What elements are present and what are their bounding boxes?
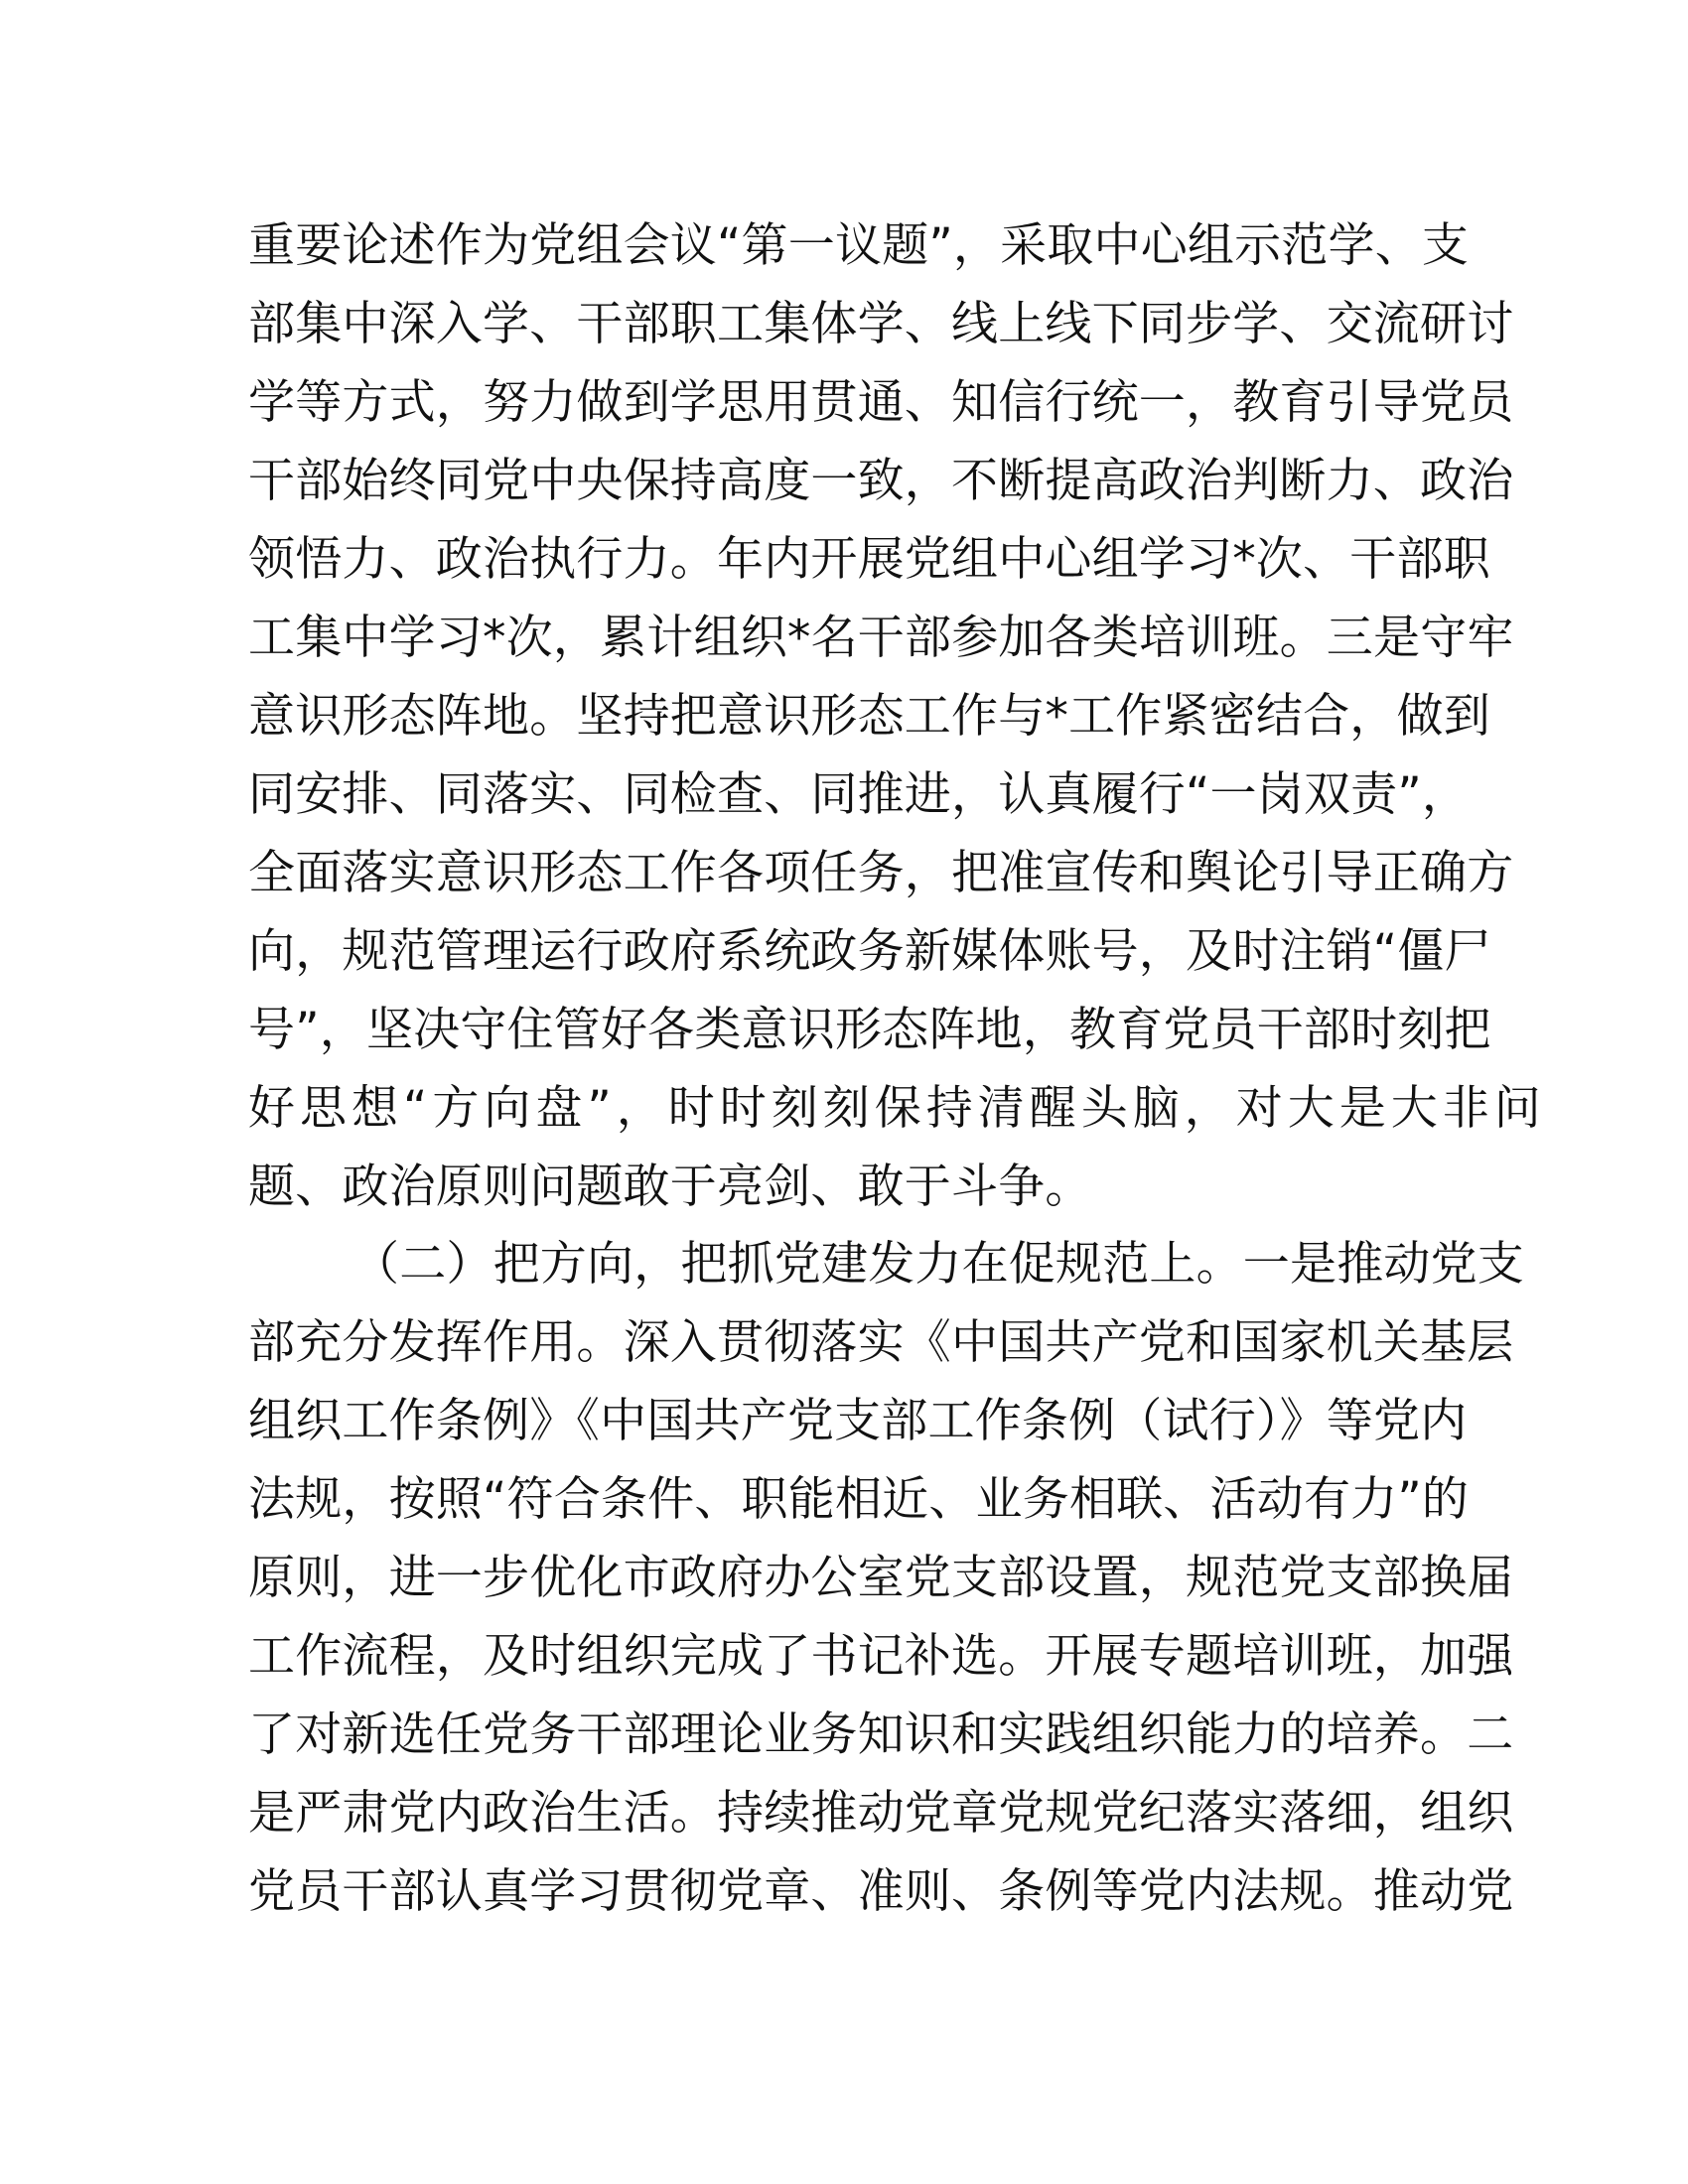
- body-text-line: 干部始终同党中央保持高度一致，不断提高政治判断力、政治: [248, 454, 1514, 508]
- body-text-line: 领悟力、政治执行力。年内开展党组中心组学习*次、干部职: [248, 532, 1490, 587]
- body-text-line: 题、政治原则问题敢于亮剑、敢于斗争。: [248, 1160, 1092, 1214]
- body-text-line: 原则，进一步优化市政府办公室党支部设置，规范党支部换届: [248, 1551, 1514, 1605]
- body-text-line: 重要论述作为党组会议“第一议题”，采取中心组示范学、支: [248, 218, 1470, 273]
- body-text-line: 全面落实意识形态工作各项任务，把准宣传和舆论引导正确方: [248, 846, 1514, 900]
- body-text-line: 组织工作条例》《中国共产党支部工作条例（试行）》等党内: [248, 1394, 1468, 1448]
- body-text-line: 向，规范管理运行政府系统政务新媒体账号，及时注销“僵尸: [248, 924, 1491, 979]
- body-text-line: 好思想“方向盘”，时时刻刻保持清醒头脑，对大是大非问: [248, 1081, 1546, 1136]
- body-text-line: 是严肃党内政治生活。持续推动党章党规党纪落实落细，组织: [248, 1786, 1514, 1841]
- body-text-line: 法规，按照“符合条件、职能相近、业务相联、活动有力”的: [248, 1472, 1470, 1527]
- body-text-line: 工作流程，及时组织完成了书记补选。开展专题培训班，加强: [248, 1629, 1514, 1684]
- body-text-line: 部充分发挥作用。深入贯彻落实《中国共产党和国家机关基层: [248, 1315, 1514, 1370]
- section-heading-line: （二）把方向，把抓党建发力在促规范上。一是推动党支: [352, 1237, 1524, 1292]
- body-text-line: 号”，坚决守住管好各类意识形态阵地，教育党员干部时刻把: [248, 1003, 1491, 1057]
- body-text-line: 学等方式，努力做到学思用贯通、知信行统一，教育引导党员: [248, 375, 1514, 430]
- body-text-line: 党员干部认真学习贯彻党章、准则、条例等党内法规。推动党: [248, 1864, 1514, 1919]
- body-text-line: 同安排、同落实、同检查、同推进，认真履行“一岗双责”，: [248, 767, 1470, 822]
- body-text-line: 了对新选任党务干部理论业务知识和实践组织能力的培养。二: [248, 1707, 1514, 1762]
- body-text-line: 部集中深入学、干部职工集体学、线上线下同步学、交流研讨: [248, 297, 1514, 351]
- body-text-line: 意识形态阵地。坚持把意识形态工作与*工作紧密结合，做到: [248, 689, 1490, 744]
- body-text-line: 工集中学习*次，累计组织*名干部参加各类培训班。三是守牢: [248, 611, 1514, 665]
